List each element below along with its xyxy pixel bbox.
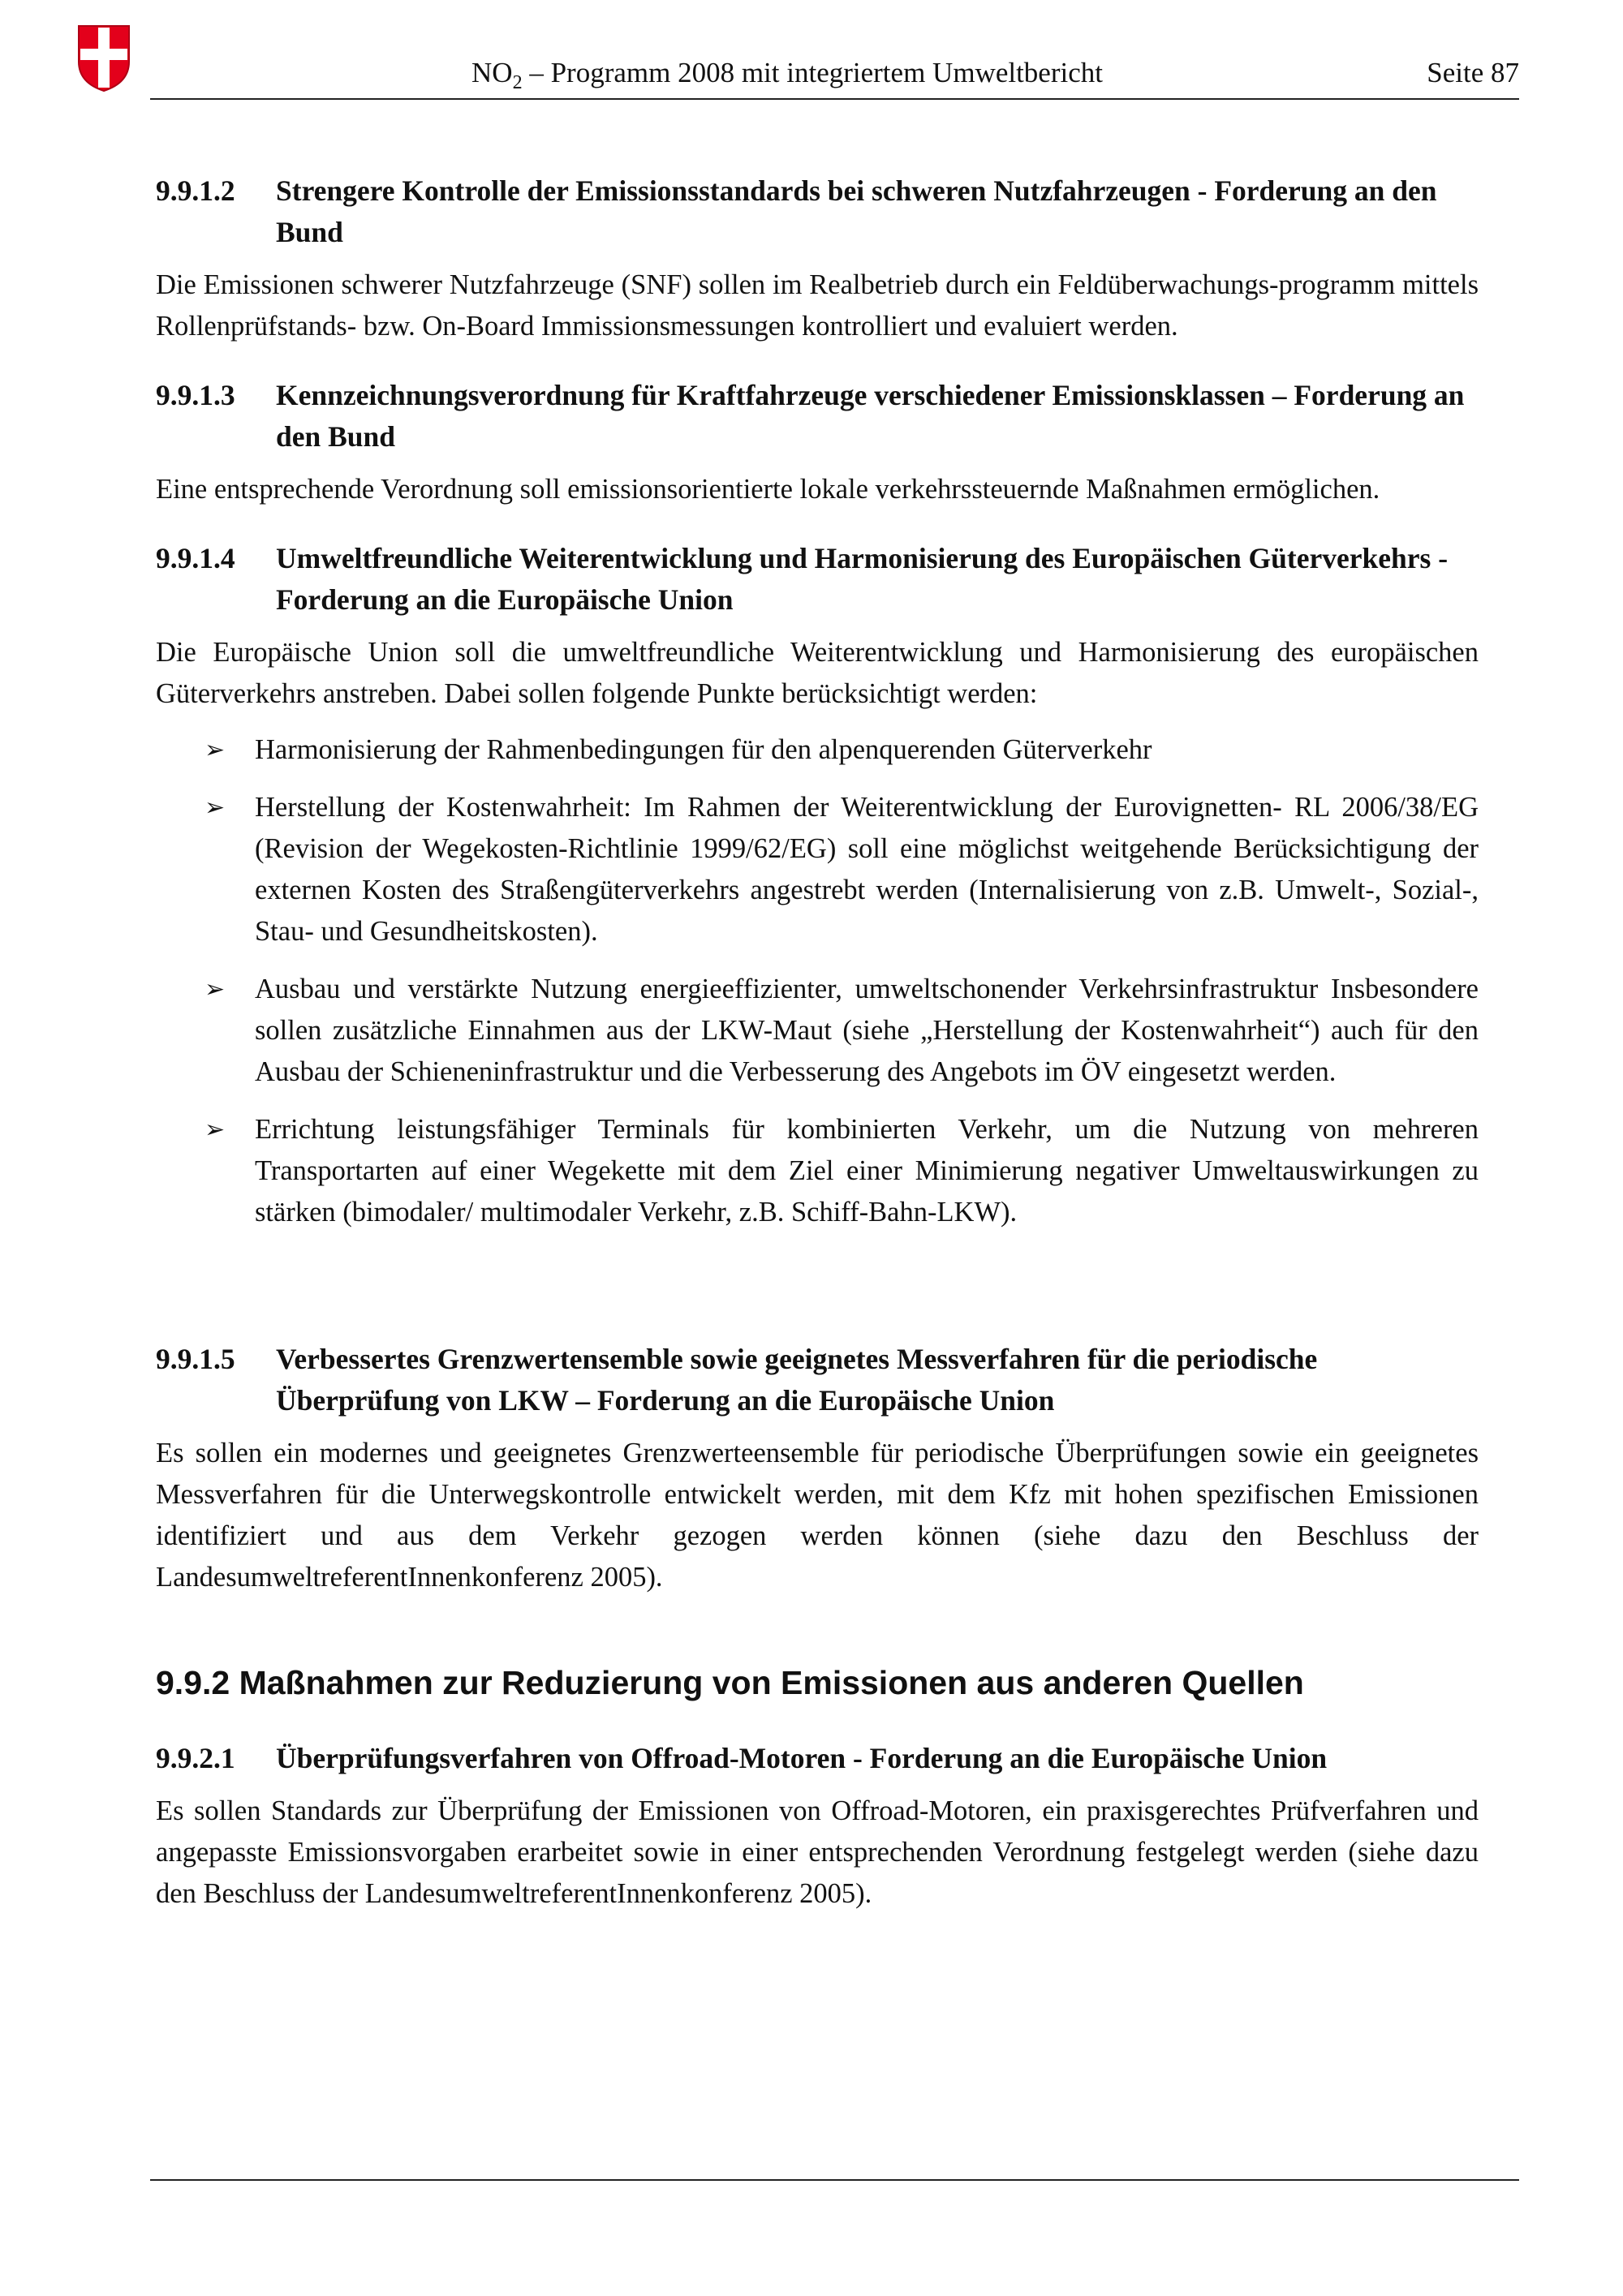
bullet-list <box>156 729 1479 1233</box>
page-content <box>156 170 1479 1915</box>
vienna-coat-of-arms-logo <box>77 24 131 92</box>
paragraph-9-9-1-5: Es sollen ein modernes und geeignetes Grenzwerteensemble für periodische Überprüfungen sowie ein geeignetes Messverfahren für die Unterwegskontrolle entwickelt werden, mit dem Kfz mit hohen spezifischen Emissionen identifiziert und aus dem Verkehr gezogen werden können (siehe dazu den Beschluss der LandesumweltreferentInnenkonferenz 2005). <box>156 1438 1479 1593</box>
section-number: 9.9.1.2 <box>156 174 235 207</box>
header-title-subscript: 2 <box>512 72 523 93</box>
section-number: 9.9.1.3 <box>156 379 235 411</box>
paragraph-9-9-1-4: Die Europäische Union soll die umweltfreundliche Weiterentwicklung und Harmonisierung des europäischen Güterverkehrs anstreben. Dabei sollen folgende Punkte berücksichtigt werden: <box>156 637 1479 709</box>
header-title-rest: – Programm 2008 mit integriertem Umweltbericht <box>522 57 1103 88</box>
arrow-bullet-icon: ➢ <box>204 1116 226 1143</box>
heading-9-9-1-4 <box>156 538 1479 621</box>
list-item <box>156 729 1479 771</box>
heading-9-9-1-3 <box>156 375 1479 458</box>
section-title: Strengere Kontrolle der Emissionsstandards bei schweren Nutzfahrzeugen - Forderung an den Bund <box>276 174 1437 248</box>
list-item <box>156 969 1479 1093</box>
section-number: 9.9.1.4 <box>156 542 235 574</box>
list-item-text: Harmonisierung der Rahmenbedingungen für den alpenquerenden Güterverkehr <box>255 734 1152 765</box>
arrow-bullet-icon: ➢ <box>204 794 226 821</box>
heading-9-9-1-5 <box>156 1339 1479 1421</box>
list-item <box>156 787 1479 952</box>
paragraph-9-9-2-1: Es sollen Standards zur Überprüfung der Emissionen von Offroad-Motoren, ein praxisgerechtes Prüfverfahren und angepasste Emissionsvorgaben erarbeitet sowie in einer entsprechenden Verordnung festgelegt werden (siehe dazu den Beschluss der LandesumweltreferentInnenkonferenz 2005). <box>156 1795 1479 1909</box>
section-title: Kennzeichnungsverordnung für Kraftfahrzeuge verschiedener Emissionsklassen – Forderung an den Bund <box>276 379 1465 453</box>
paragraph-9-9-1-2: Die Emissionen schwerer Nutzfahrzeuge (SNF) sollen im Realbetrieb durch ein Feldüberwachungs-programm mittels Rollenprüfstands- bzw. On-Board Immissionsmessungen kontrolliert und evaluiert werden. <box>156 269 1479 342</box>
heading-9-9-1-2 <box>156 170 1479 253</box>
arrow-bullet-icon: ➢ <box>204 737 226 763</box>
list-item <box>156 1109 1479 1233</box>
running-header-title <box>154 55 1420 101</box>
shield-icon <box>77 24 131 92</box>
section-title: Überprüfungsverfahren von Offroad-Motoren - Forderung an die Europäische Union <box>276 1742 1328 1774</box>
section-number: 9.9.1.5 <box>156 1343 235 1375</box>
section-number: 9.9.2.1 <box>156 1742 235 1774</box>
arrow-bullet-icon: ➢ <box>204 976 226 1003</box>
section-title: Umweltfreundliche Weiterentwicklung und Harmonisierung des Europäischen Güterverkehrs - Forderung an die Europäische Union <box>276 542 1449 616</box>
page-number: Seite 87 <box>1427 57 1519 88</box>
list-item-text: Herstellung der Kostenwahrheit: Im Rahmen der Weiterentwicklung der Eurovignetten- RL 2006/38/EG (Revision der Wegekosten-Richtlinie 1999/62/EG) soll eine möglichst weitgehende Berücksichtigung der externen Kosten des Straßengüterverkehrs angestrebt werden (Internalisierung von z.B. Umwelt-, Sozial-, Stau- und Gesundheitskosten). <box>255 792 1479 947</box>
list-item-text: Errichtung leistungsfähiger Terminals für kombinierten Verkehr, um die Nutzung von mehreren Transportarten auf einer Wegekette mit dem Ziel einer Minimierung negativer Umweltauswirkungen zu stärken (bimodaler/ multimodaler Verkehr, z.B. Schiff-Bahn-LKW). <box>255 1114 1479 1228</box>
header-title-no: NO <box>471 57 513 88</box>
list-item-text: Ausbau und verstärkte Nutzung energieeffizienter, umweltschonender Verkehrsinfrastruktur Insbesondere sollen zusätzliche Einnahmen aus der LKW-Maut (siehe „Herstellung der Kostenwahrheit“) auch für den Ausbau der Schieneninfrastruktur und die Verbesserung des Angebots im ÖV eingesetzt werden. <box>255 974 1479 1087</box>
heading-9-9-2: 9.9.2 Maßnahmen zur Reduzierung von Emissionen aus anderen Quellen <box>156 1664 1304 1701</box>
section-title: Verbessertes Grenzwertensemble sowie geeignetes Messverfahren für die periodische Überprüfung von LKW – Forderung an die Europäische Union <box>276 1343 1318 1417</box>
footer-divider <box>150 2179 1519 2181</box>
heading-9-9-2-1 <box>156 1738 1479 1779</box>
shield-cross-horizontal <box>80 49 127 60</box>
paragraph-9-9-1-3: Eine entsprechende Verordnung soll emissionsorientierte lokale verkehrssteuernde Maßnahmen ermöglichen. <box>156 474 1380 505</box>
header-divider <box>150 98 1519 100</box>
